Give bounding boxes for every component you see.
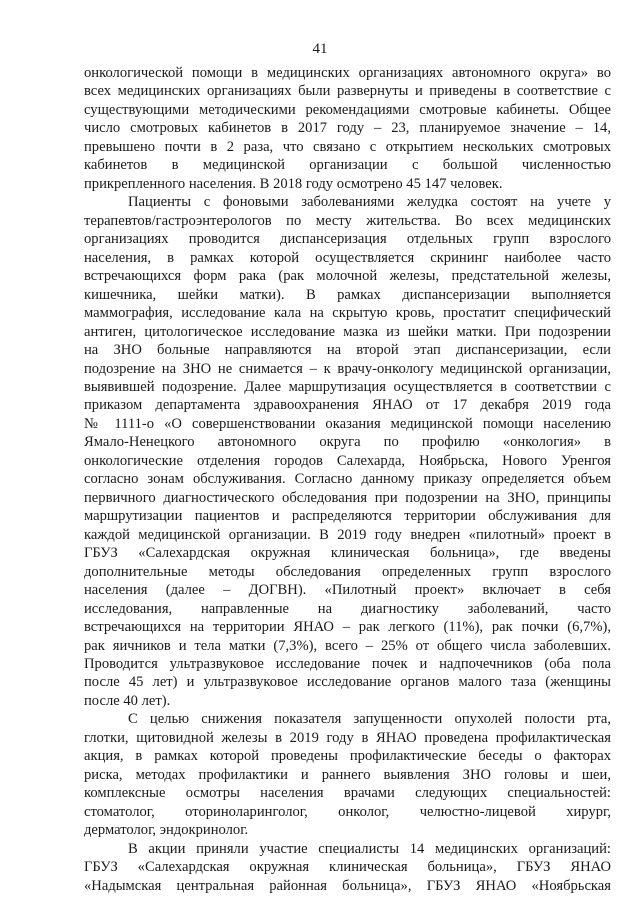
- text-line: онкологической помощи в медицинских организациях автономного округа» во: [84, 65, 611, 81]
- text-line: маршрутизации пациентов и распределяются территории обслуживания для: [84, 508, 611, 525]
- text-line: риска, методах профилактики и раннего выявления ЗНО головы и шеи,: [84, 766, 611, 783]
- text-line: существующими методическими рекомендациями смотровые кабинеты. Общее: [84, 101, 611, 118]
- text-line: населения, в рамках которой осуществляется скрининг наиболее часто: [84, 249, 611, 266]
- text-line: кабинетов в медицинской организации с большой численностью: [84, 157, 611, 174]
- text-line: маммография, исследование кала на скрытую кровь, простатит специфический: [84, 305, 611, 322]
- text-line: превышено почти в 2 раза, что связано с открытием нескольких смотровых: [84, 138, 611, 155]
- text-line: глотки, щитовидной железы в 2019 году в ЯНАО проведена профилактическая: [84, 729, 611, 746]
- text-line: населения (далее – ДОГВН). «Пилотный проект» включает в себя: [84, 582, 611, 599]
- text-line: на ЗНО больные направляются на второй этап диспансеризации, если: [84, 342, 611, 359]
- body-text: [84, 64, 611, 895]
- text-line: встречающихся на территории ЯНАО – рак легкого (11%), рак почки (6,7%),: [84, 619, 611, 636]
- text-line: В акции приняли участие специалисты 14 медицинских организаций:: [128, 840, 611, 857]
- text-line: рак яичников и тела матки (7,3%), всего – 25% от общего числа заболевших.: [84, 637, 611, 654]
- text-line: согласно зонам обслуживания. Согласно данному приказу определяется объем: [84, 471, 611, 488]
- text-line: выявившей подозрение. Далее маршрутизация осуществляется в соответствии с: [84, 378, 611, 395]
- text-line: первичного диагностического обследования при подозрении на ЗНО, принципы: [84, 489, 611, 506]
- text-line: Ямало-Ненецкого автономного округа по профилю «онкология» в: [84, 434, 611, 451]
- text-line: дополнительные методы обследования определенных групп взрослого: [84, 563, 611, 580]
- text-line: ГБУЗ «Салехардская окружная клиническая больница», где введены: [84, 545, 611, 562]
- text-line: Пациенты с фоновыми заболеваниями желудка состоят на учете у: [128, 194, 611, 211]
- text-line: дерматолог, эндокринолог.: [84, 822, 249, 839]
- text-line: онкологические отделения городов Салехарда, Ноябрьска, Нового Уренгоя: [84, 452, 611, 469]
- text-line: после 45 лет) и ультразвуковое исследование органов малого таза (женщины: [84, 674, 611, 691]
- text-line: подозрение на ЗНО не снимается – к врачу-онкологу медицинской организации,: [84, 360, 611, 377]
- text-line: каждой медицинской организации. В 2019 году внедрен «пилотный» проект в: [84, 526, 611, 543]
- text-line: всех медицинских организациях были развернуты и приведены в соответствие с: [84, 83, 611, 100]
- text-line: № 1111-о «О совершенствовании оказания медицинской помощи населению: [84, 415, 611, 432]
- text-line: встречающихся форм рака (рак молочной железы, предстательной железы,: [84, 268, 611, 285]
- text-line: комплексные осмотры населения врачами следующих специальностей:: [84, 785, 611, 802]
- text-line: антиген, цитологическое исследование мазка из шейки матки. При подозрении: [84, 323, 611, 340]
- text-line: после 40 лет).: [84, 692, 171, 709]
- text-line: С целью снижения показателя запущенности опухолей полости рта,: [128, 711, 611, 728]
- text-line: исследования, направленные на диагностику заболеваний, часто: [84, 600, 611, 617]
- text-line: «Надымская центральная районная больница», ГБУЗ ЯНАО «Ноябрьская: [84, 877, 611, 894]
- text-line: число смотровых кабинетов в 2017 году – 23, планируемое значение – 14,: [84, 120, 611, 137]
- text-line: кишечника, шейки матки). В рамках диспансеризации выполняется: [84, 286, 611, 303]
- text-line: акция, в рамках которой проведены профилактические беседы о факторах: [84, 748, 611, 765]
- text-line: ГБУЗ «Салехардская окружная клиническая больница», ГБУЗ ЯНАО: [84, 859, 611, 876]
- text-line: Проводится ультразвуковое исследование почек и надпочечников (оба пола: [84, 656, 611, 672]
- text-line: терапевтов/гастроэнтерологов по месту жительства. Во всех медицинских: [84, 212, 611, 229]
- text-line: организациях проводится диспансеризация отдельных групп взрослого: [84, 231, 611, 248]
- text-line: приказом департамента здравоохранения ЯНАО от 17 декабря 2019 года: [84, 397, 611, 414]
- text-line: стоматолог, оториноларинголог, онколог, челюстно-лицевой хирург,: [84, 803, 611, 820]
- text-line: прикрепленного населения. В 2018 году осмотрено 45 147 человек.: [84, 175, 503, 192]
- page-number: 41: [312, 41, 328, 57]
